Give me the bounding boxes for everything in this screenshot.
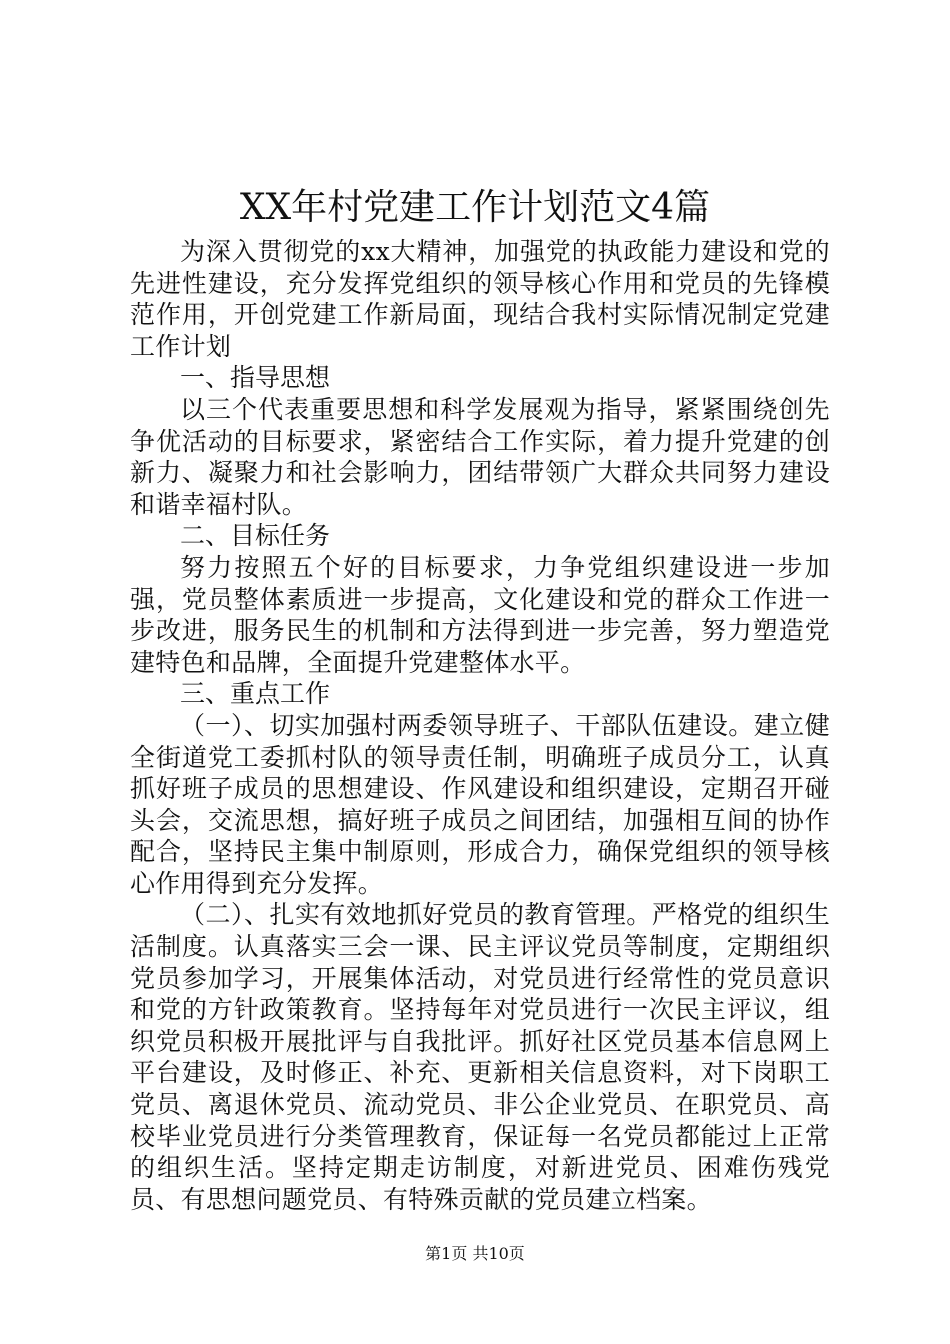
section-heading-guiding-ideology: 一、指导思想	[180, 363, 331, 393]
key-work-item-2-paragraph: （二）、扎实有效地抓好党员的教育管理。严格党的组织生活制度。认真落实三会一课、民主评议党员等制度，定期组织党员参加学习，开展集体活动，对党员进行经常性的党员意识和党的方针政策教育。坚持每年对党员进行一次民主评议，组织党员积极开展批评与自我批评。抓好社区党员基本信息网上平台建设，及时修正、补充、更新相关信息资料，对下岗职工党员、离退休党员、流动党员、非公企业党员、在职党员、高校毕业党员进行分类管理教育，保证每一名党员都能过上正常的组织生活。坚持定期走访制度，对新进党员、困难伤残党员、有思想问题党员、有特殊贡献的党员建立档案。	[130, 900, 830, 1214]
key-work-item-1-paragraph: （一）、切实加强村两委领导班子、干部队伍建设。建立健全街道党工委抓村队的领导责任制，明确班子成员分工，认真抓好班子成员的思想建设、作风建设和组织建设，定期召开碰头会，交流思想，搞好班子成员之间团结，加强相互间的协作配合，坚持民主集中制原则，形成合力，确保党组织的领导核心作用得到充分发挥。	[130, 710, 830, 898]
document-title: XX年村党建工作计划范文4篇	[239, 187, 711, 228]
guiding-ideology-paragraph: 以三个代表重要思想和科学发展观为指导，紧紧围绕创先争优活动的目标要求，紧密结合工作实际，着力提升党建的创新力、凝聚力和社会影响力，团结带领广大群众共同努力建设和谐幸福村队。	[130, 394, 830, 519]
section-heading-key-work: 三、重点工作	[180, 679, 331, 709]
document-body	[130, 236, 830, 1215]
intro-paragraph: 为深入贯彻党的xx大精神，加强党的执政能力建设和党的先进性建设，充分发挥党组织的领导核心作用和党员的先锋模范作用，开创党建工作新局面，现结合我村实际情况制定党建工作计划	[130, 237, 830, 361]
page-number-footer: 第1页 共10页	[425, 1244, 525, 1263]
section-heading-goals: 二、目标任务	[180, 521, 331, 551]
goals-paragraph: 努力按照五个好的目标要求，力争党组织建设进一步加强，党员整体素质进一步提高，文化建设和党的群众工作进一步改进，服务民生的机制和方法得到进一步完善，努力塑造党建特色和品牌，全面提升党建整体水平。	[130, 552, 830, 677]
